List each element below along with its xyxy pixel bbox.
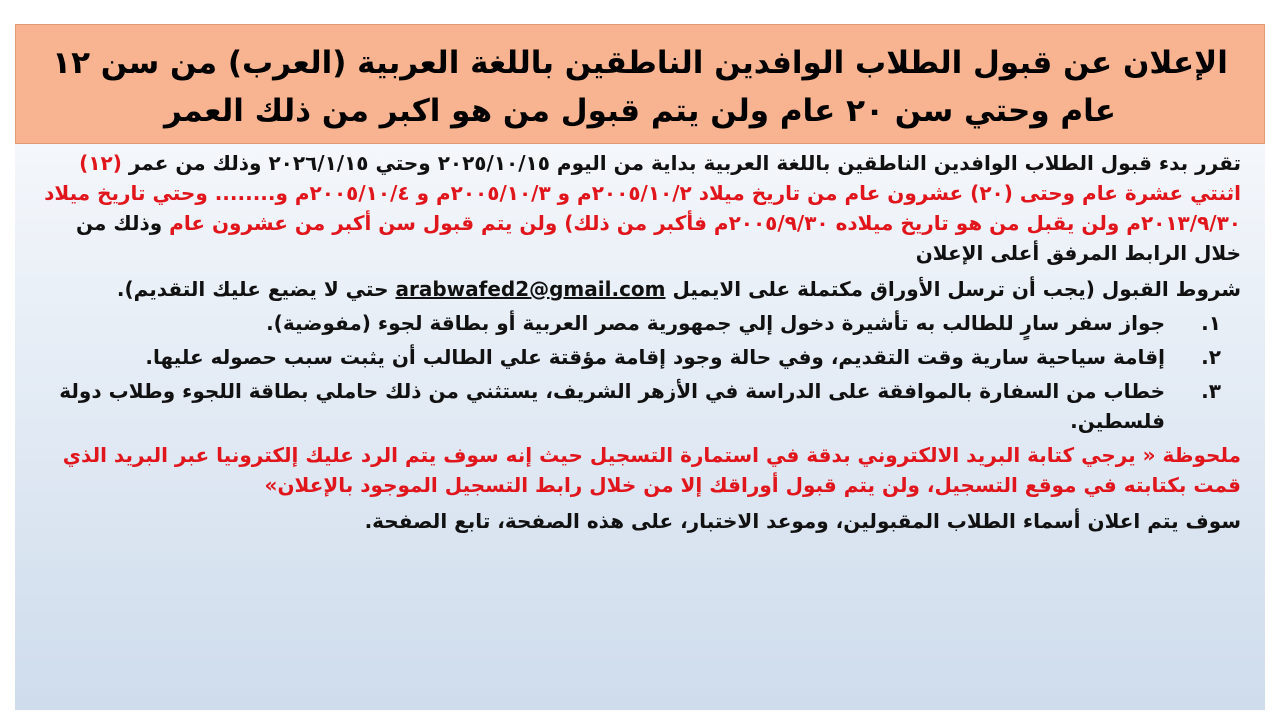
list-item-text: خطاب من السفارة بالموافقة على الدراسة في الأزهر الشريف، يستثني من ذلك حاملي بطاقة اللجوء وطلاب دولة فلسطين. <box>59 379 1165 433</box>
intro-paragraph <box>39 148 1241 268</box>
conditions-paragraph <box>39 274 1241 304</box>
intro-link-text: وذلك من خلال الرابط المرفق أعلى الإعلان <box>76 211 1241 265</box>
list-item-text: إقامة سياحية سارية وقت التقديم، وفي حالة وجود إقامة مؤقتة علي الطالب أن يثبت سبب حصوله عليها. <box>145 345 1165 369</box>
list-item <box>39 376 1241 436</box>
header-title-line-1: الإعلان عن قبول الطلاب الوافدين الناطقين باللغة العربية (العرب) من سن ١٢ <box>52 45 1228 81</box>
conditions-prefix: شروط القبول (يجب أن ترسل الأوراق مكتملة على الايميل <box>665 277 1241 301</box>
requirements-list <box>39 308 1241 436</box>
list-item <box>39 308 1241 338</box>
list-item-text: جواز سفر سارٍ للطالب به تأشيرة دخول إلي جمهورية مصر العربية أو بطاقة لجوء (مفوضية). <box>266 311 1165 335</box>
list-item <box>39 342 1241 372</box>
age-range-text: (١٢) اثنتي عشرة عام وحتى (٢٠) عشرون عام من تاريخ ميلاد ٢٠٠٥/١٠/٢م و ٢٠٠٥/١٠/٣م و ٢٠٠٥/١٠/٤م و........ وحتي تاريخ ميلاد ٢٠١٣/٩/٣٠م ولن يقبل من هو تاريخ ميلاده ٢٠٠٥/٩/٣٠م فأكبر من ذلك) ولن يتم قبول سن أكبر من عشرون عام <box>44 151 1241 235</box>
announcement-body <box>15 144 1265 710</box>
email-link[interactable]: arabwafed2@gmail.com <box>395 277 666 301</box>
list-item-number: ٢. <box>1201 345 1221 369</box>
list-item-number: ٣. <box>1201 379 1221 403</box>
conditions-suffix: حتي لا يضيع عليك التقديم). <box>116 277 396 301</box>
intro-text: تقرر بدء قبول الطلاب الوافدين الناطقين باللغة العربية بداية من اليوم ٢٠٢٥/١٠/١٥ وحتي ٢٠٢٦/١/١٥ وذلك من عمر <box>121 151 1241 175</box>
list-item-number: ١. <box>1201 311 1221 335</box>
announcement-header <box>15 24 1265 144</box>
footer-paragraph: سوف يتم اعلان أسماء الطلاب المقبولين، وموعد الاختبار، على هذه الصفحة، تابع الصفحة. <box>364 509 1241 533</box>
announcement-slide <box>15 14 1265 710</box>
note-paragraph: ملحوظة « يرجي كتابة البريد الالكتروني بدقة في استمارة التسجيل حيث إنه سوف يتم الرد عليك إلكترونيا عبر البريد الذي قمت بكتابته في موقع التسجيل، ولن يتم قبول أوراقك إلا من خلال رابط التسجيل الموجود بالإعلان» <box>62 443 1241 497</box>
header-title-line-2: عام وحتي سن ٢٠ عام ولن يتم قبول من هو اكبر من ذلك العمر <box>164 93 1116 129</box>
